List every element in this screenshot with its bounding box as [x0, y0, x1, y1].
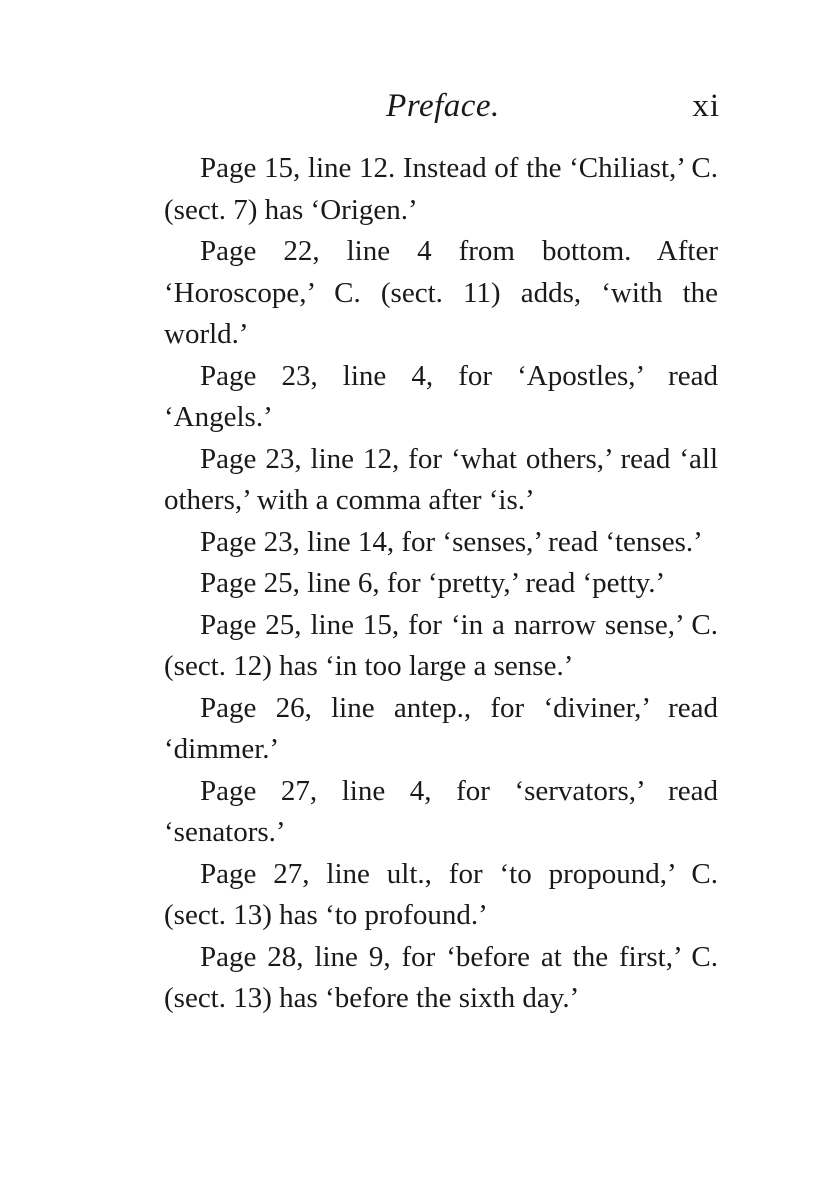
errata-entry: Page 23, line 4, for ‘Apostles,’ read ‘Angels.’ — [164, 359, 718, 433]
errata-entry: Page 28, line 9, for ‘before at the first,’ C. (sect. 13) has ‘before the sixth day.’ — [164, 940, 718, 1014]
page-number: xi — [692, 88, 720, 124]
errata-entry: Page 23, line 14, for ‘senses,’ read ‘tenses.’ — [200, 525, 703, 558]
errata-entry: Page 27, line ult., for ‘to propound,’ C. (sect. 13) has ‘to profound.’ — [164, 857, 718, 931]
errata-entry: Page 25, line 15, for ‘in a narrow sense,’ C. (sect. 12) has ‘in too large a sense.’ — [164, 608, 718, 682]
errata-entry: Page 23, line 12, for ‘what others,’ read ‘all others,’ with a comma after ‘is.’ — [164, 442, 718, 516]
errata-entry: Page 26, line antep., for ‘diviner,’ read ‘dimmer.’ — [164, 691, 718, 765]
errata-entry: Page 15, line 12. Instead of the ‘Chiliast,’ C. (sect. 7) has ‘Origen.’ — [164, 152, 718, 226]
errata-entry: Page 25, line 6, for ‘pretty,’ read ‘petty.’ — [200, 567, 666, 599]
running-title: Preface. — [386, 88, 500, 124]
errata-list — [164, 148, 718, 1020]
errata-entry: Page 27, line 4, for ‘servators,’ read ‘senators.’ — [164, 774, 718, 848]
errata-entry: Page 22, line 4 from bottom. After ‘Horoscope,’ C. (sect. 11) adds, ‘with the world.’ — [164, 235, 718, 350]
page-header — [164, 88, 722, 136]
